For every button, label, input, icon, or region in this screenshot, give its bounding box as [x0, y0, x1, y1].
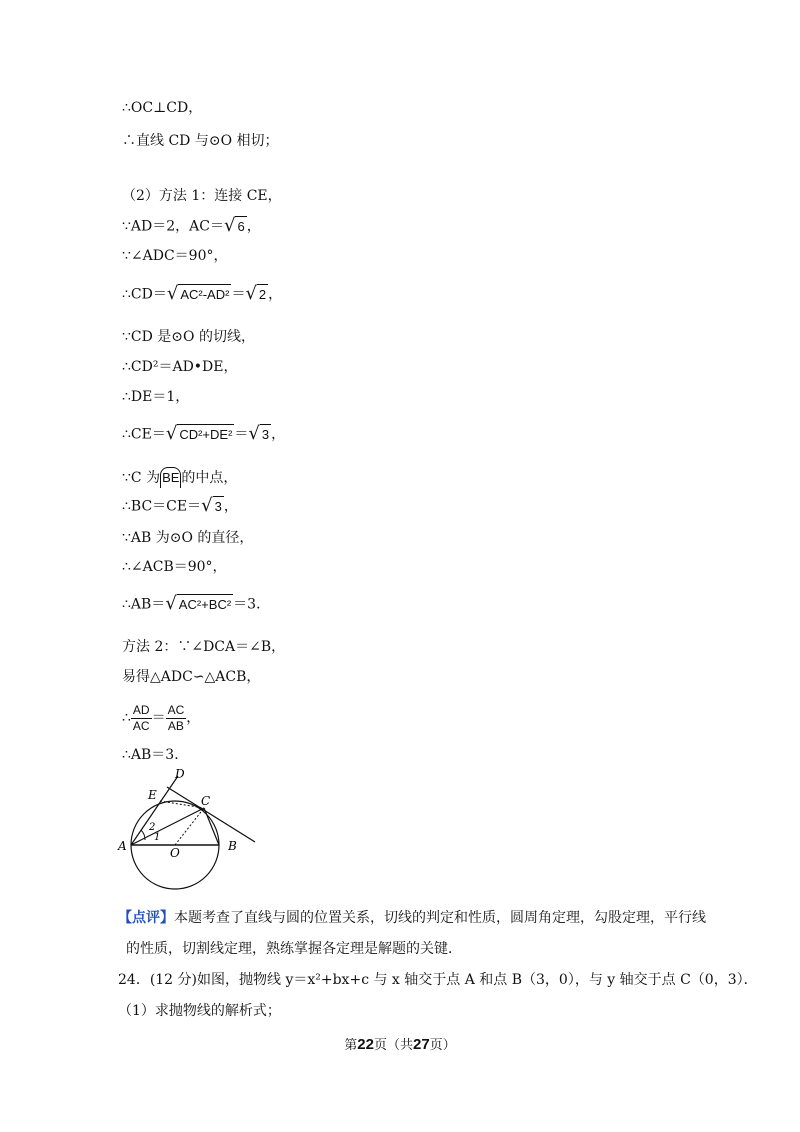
- step-cd-value: ∴CD＝√ AC²-AD² ＝√ 2 ，: [122, 283, 283, 304]
- geometry-figure: [115, 768, 265, 894]
- step-ratio: ∴ $\frac{AD}{AC}$ ＝ $\frac{AC}{AB}$ ，: [122, 702, 201, 733]
- label-e: E: [148, 788, 157, 802]
- step-secant-theorem: ∴CD²＝AD•DE，: [122, 359, 238, 375]
- sqrt-ac2-bc2: √ AC²+BC²: [165, 593, 232, 614]
- sqrt-ac2-ad2: √ AC²-AD²: [166, 283, 230, 304]
- radius-oc: [175, 808, 204, 845]
- label-d: D: [175, 768, 185, 781]
- step-de-value: ∴DE＝1，: [122, 389, 190, 405]
- label-a: A: [118, 839, 127, 853]
- step-ab-value: ∴AB＝√ AC²+BC² ＝3．: [122, 593, 271, 614]
- method1-heading: （2）方法 1：连接 CE，: [122, 188, 282, 204]
- tangent-cd: [167, 787, 255, 842]
- sqrt-2: √ 2: [245, 283, 267, 304]
- fraction-ad-ac: $\frac{AD}{AC}$: [132, 702, 150, 733]
- step-ab-result: ∴AB＝3．: [122, 747, 189, 763]
- step-given-ad-ac: ∵AD＝2，AC＝√ 6 ，: [122, 215, 261, 236]
- step-angle-acb: ∴∠ACB＝90°，: [122, 559, 227, 575]
- comment-line-2: 的性质，切割线定理，熟练掌握各定理是解题的关键．: [126, 941, 462, 957]
- label-o: O: [170, 846, 180, 860]
- step-oc-perp-cd: ∴OC⊥CD，: [122, 100, 203, 116]
- step-bc-ce: ∴BC＝CE＝√ 3 ，: [122, 495, 238, 516]
- sqrt-3: √ 3: [248, 423, 270, 444]
- page-number: 22: [357, 1036, 374, 1053]
- question-24: 24．(12 分)如图，抛物线 y＝x²+bx+c 与 x 轴交于点 A 和点 B（3，0），与 y 轴交于点 C（0，3）．: [118, 972, 758, 988]
- label-c: C: [201, 794, 211, 808]
- label-1: 1: [154, 832, 161, 843]
- comment-line-1: 【点评】本题考查了直线与圆的位置关系，切线的判定和性质，圆周角定理，勾股定理，平行线: [118, 910, 706, 926]
- chord-bc: [204, 808, 219, 845]
- step-cd-tangent-line: ∵CD 是⊙O 的切线，: [122, 329, 255, 345]
- sqrt-3b: √ 3: [201, 495, 222, 516]
- step-ce-value: ∴CE＝√ CD²+DE² ＝√ 3 ，: [122, 423, 286, 444]
- comment-tag: 【点评】: [118, 910, 174, 926]
- step-cd-tangent: ∴直线 CD 与⊙O 相切；: [122, 133, 279, 149]
- question-24-part-1: （1）求抛物线的解析式；: [118, 1003, 281, 1019]
- page-footer: 第22页（共27页）: [344, 1036, 456, 1053]
- method2-heading: 方法 2：∵∠DCA＝∠B，: [122, 639, 286, 655]
- step-angle-adc: ∵∠ADC＝90°，: [122, 248, 228, 264]
- step-similar-triangles: 易得△ADC∽△ACB，: [122, 669, 261, 685]
- sqrt-cd2-de2: √ CD²+DE²: [165, 423, 233, 444]
- chord-ac: [131, 808, 204, 845]
- label-b: B: [228, 839, 237, 853]
- arc-be: BE: [160, 467, 181, 488]
- step-c-midpoint: ∵C 为 BE 的中点，: [122, 467, 237, 488]
- sqrt-6: √ 6: [223, 215, 245, 236]
- fraction-ac-ab: $\frac{AC}{AB}$: [167, 702, 185, 733]
- page-total: 27: [413, 1036, 430, 1053]
- label-2: 2: [149, 822, 156, 833]
- step-ab-diameter: ∵AB 为⊙O 的直径，: [122, 530, 254, 546]
